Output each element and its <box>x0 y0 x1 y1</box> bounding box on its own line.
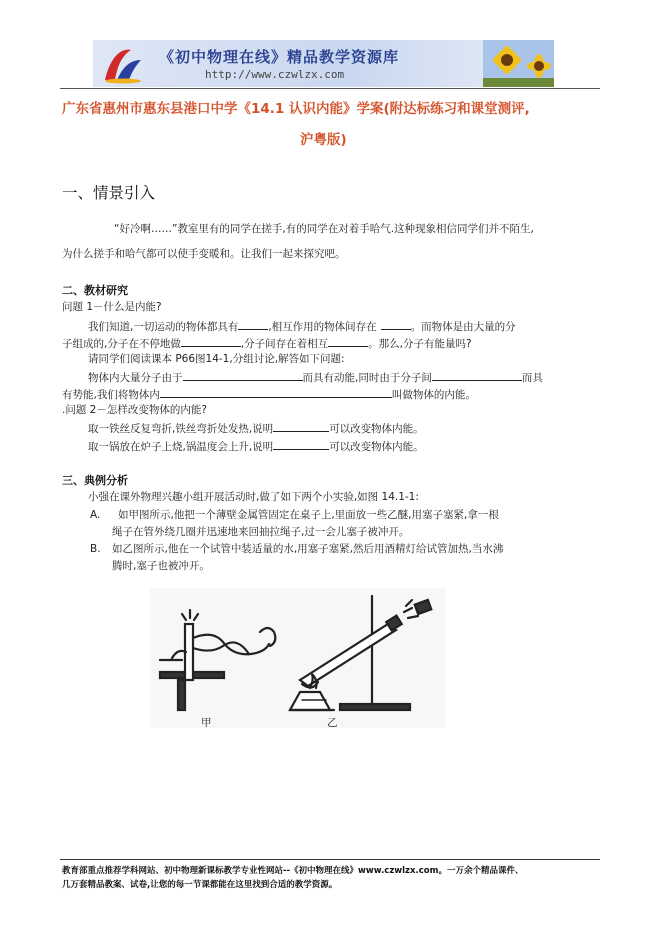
section2-heading: 二、教材研究 <box>62 284 128 297</box>
section1-para-line1: “好冷啊……”教室里有的同学在搓手,有的同学在对着手哈气.这种现象相信同学们并不陌生, <box>114 223 534 235</box>
s3-a-label: A. <box>90 509 101 521</box>
question-1: 问题 1－什么是内能? <box>62 301 162 313</box>
banner-title: 《初中物理在线》精品教学资源库 <box>159 48 400 66</box>
s3-b-line1: 如乙图所示,他在一个试管中装适量的水,用塞子塞紧,然后用酒精灯给试管加热,当水沸 <box>112 543 504 555</box>
s2-line6-b: 可以改变物体内能。 <box>329 423 424 435</box>
section1-para-line2: 为什么搓手和哈气都可以使手变暖和。让我们一起来探究吧。 <box>62 248 346 260</box>
s2-line6-a: 取一铁丝反复弯折,铁丝弯折处发热,说明 <box>88 423 274 435</box>
s2-line7-a: 取一锅放在炉子上烧,锅温度会上升,说明 <box>88 441 274 453</box>
header-banner <box>93 40 554 87</box>
s2-line5 <box>62 386 476 402</box>
s2-line1-a: 我们知道,一切运动的物体都具有 <box>88 321 239 333</box>
logo-icon <box>101 44 145 84</box>
s2-line4-c: 而具 <box>521 372 543 384</box>
s2-line2-b: ,分子间存在着相互 <box>240 338 329 350</box>
s2-line4-a: 物体内大量分子由于 <box>88 372 183 384</box>
section1-heading: 一、情景引入 <box>62 184 156 202</box>
s3-b-label: B. <box>90 543 101 555</box>
s2-line4 <box>88 369 543 385</box>
doc-title-line1: 广东省惠州市惠东县港口中学《14.1 认识内能》学案(附达标练习和课堂测评, <box>62 101 530 117</box>
blank-field[interactable] <box>183 369 303 381</box>
footer-line2: 几万套精品教案、试卷,让您的每一节课都能在这里找到合适的教学资源。 <box>62 880 338 890</box>
s2-line2 <box>62 335 472 351</box>
blank-field[interactable] <box>238 318 268 330</box>
header-rule <box>60 88 600 89</box>
doc-title-line2: 沪粤版) <box>300 132 347 148</box>
s2-line5-a: 有势能,我们将物体内 <box>62 389 160 401</box>
blank-field[interactable] <box>273 438 329 450</box>
blank-field[interactable] <box>328 335 368 347</box>
s2-line1-c: 。而物体是由大量的分 <box>410 321 516 333</box>
s2-line7 <box>88 438 424 454</box>
s2-line4-b: 而具有动能,同时由于分子间 <box>302 372 432 384</box>
s2-line5-b: 叫做物体的内能。 <box>391 389 476 401</box>
figure-label-jia: 甲 <box>201 717 212 729</box>
banner-url[interactable]: http://www.czwlzx.com <box>205 68 345 81</box>
s3-intro: 小强在课外物理兴趣小组开展活动时,做了如下两个小实验,如图 14.1-1: <box>88 491 419 503</box>
blank-field[interactable] <box>160 386 392 398</box>
s2-line1-b: ,相互作用的物体间存在 <box>268 321 377 333</box>
s2-line1 <box>88 318 516 334</box>
sunflower-icon <box>483 40 554 87</box>
s3-a-line2: 绳子在管外绕几圈并迅速地来回抽拉绳子,过一会儿塞子被冲开。 <box>112 526 410 538</box>
blank-field[interactable] <box>381 318 411 330</box>
s2-line6 <box>88 420 424 436</box>
footer-line1: 教育部重点推荐学科网站、初中物理新课标教学专业性网站--《初中物理在线》www.czwlzx.com。一万余个精品课件、 <box>62 866 524 876</box>
s2-line2-a: 子组成的,分子在不停地做 <box>62 338 181 350</box>
question-2: .问题 2－怎样改变物体的内能? <box>62 404 207 416</box>
s2-line2-c: 。那么,分子有能量吗? <box>368 338 472 350</box>
blank-field[interactable] <box>181 335 241 347</box>
figure-label-yi: 乙 <box>327 717 338 729</box>
footer-rule <box>60 859 600 860</box>
section3-heading: 三、典例分析 <box>62 474 128 487</box>
s2-line3: 请同学们阅读课本 P66图14-1,分组讨论,解答如下问题: <box>88 353 345 365</box>
blank-field[interactable] <box>432 369 522 381</box>
s3-a-line1: 如甲图所示,他把一个薄壁金属管固定在桌子上,里面放一些乙醚,用塞子塞紧,拿一根 <box>118 509 499 521</box>
s3-b-line2: 腾时,塞子也被冲开。 <box>112 560 210 572</box>
experiment-figure <box>150 588 445 728</box>
s2-line7-b: 可以改变物体内能。 <box>329 441 424 453</box>
blank-field[interactable] <box>273 420 329 432</box>
